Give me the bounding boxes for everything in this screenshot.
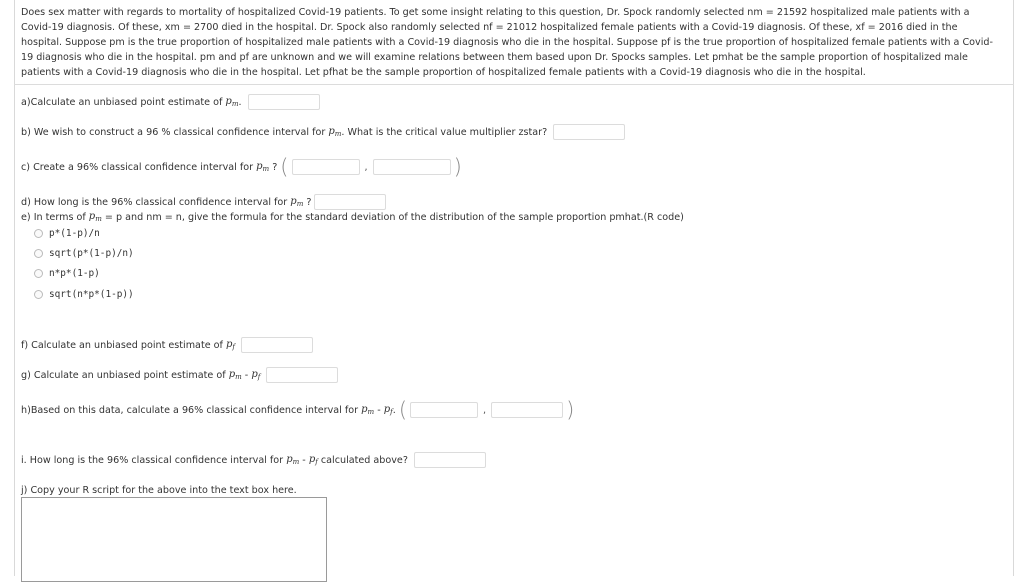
pm-symbol: $p_m$ [286,454,300,466]
radio-button[interactable] [34,269,43,278]
question-h [21,398,577,422]
question-f [21,336,313,354]
question-e-text-mid: = p and nm = n, give the formula for the standard deviation of the distribution of the sample proportion pmhat.(R code) [104,211,684,223]
radio-button[interactable] [34,229,43,238]
answer-i-input[interactable] [414,452,486,468]
problem-statement: Does sex matter with regards to mortality of hospitalized Covid-19 patients. To get some insight relating to this question, Dr. Spock randomly selected nm = 21592 hospitalized male patients with a Covid-19 diagnosis. Of these, xm = 2700 died in the hospital. Dr. Spock also randomly selected nf = 21012 hospitalized female patients with a Covid-19 diagnosis. Of these, xf = 2016 died in the hospital. Suppose pm is the true proportion of hospitalized male patients with a Covid-19 diagnosis who die in the hospital. Suppose pf is the true proportion of hospitalized female patients with a Covid-19 diagnosis who die in the hospital. pm and pf are unknown and we will examine relations between them based upon Dr. Spocks samples. Let pmhat be the sample proportion of hospitalized male patients with a Covid-19 diagnosis who die in the hospital. Let pfhat be the sample proportion of hospitalized female patients with a Covid-19 diagnosis who die in the hospital. [21,7,993,78]
option-label: n*p*(1-p) [49,267,100,279]
answer-b-zstar-input[interactable] [553,124,625,140]
question-g [21,366,338,384]
radio-button[interactable] [34,249,43,258]
pf-symbol: $p_f$ [383,404,393,416]
open-paren: ( [280,155,289,179]
option-4[interactable] [34,286,134,302]
question-e [21,208,684,226]
r-script-textarea[interactable] [21,497,327,582]
question-j-text: j) Copy your R script for the above into the text box here. [21,484,297,496]
minus-sign: - [244,369,249,381]
answer-a-input[interactable] [248,94,320,110]
pm-symbol: $p_m$ [328,126,342,138]
option-3[interactable] [34,265,100,281]
option-1[interactable] [34,225,100,241]
answer-h-lower-input[interactable] [410,402,478,418]
option-label: sqrt(n*p*(1-p)) [49,288,134,300]
question-a-suffix: . [238,96,242,108]
pf-symbol: $p_f$ [225,339,235,351]
divider [14,84,1014,85]
pm-symbol: $p_m$ [88,211,102,223]
question-c-text: c) Create a 96% classical confidence interval for [21,161,254,173]
answer-c-lower-input[interactable] [292,159,360,175]
pf-symbol: $p_f$ [308,454,318,466]
comma: , [364,161,368,173]
comma: , [483,404,487,416]
question-i-suffix: calculated above? [320,454,408,466]
pm-symbol: $p_m$ [228,369,242,381]
option-label: p*(1-p)/n [49,227,100,239]
minus-sign: - [377,404,381,416]
pm-symbol: $p_m$ [225,96,239,108]
question-a-text: a)Calculate an unbiased point estimate of [21,96,223,108]
question-d-suffix: ? [306,196,312,208]
question-c-suffix: ? [272,161,278,173]
pf-symbol: $p_f$ [251,369,261,381]
question-f-text: f) Calculate an unbiased point estimate of [21,339,223,351]
question-a [21,93,320,111]
close-paren: ) [453,155,462,179]
answer-c-upper-input[interactable] [373,159,451,175]
open-paren: ( [398,398,408,422]
answer-h-upper-input[interactable] [491,402,563,418]
question-i [21,451,486,469]
question-c [21,155,465,179]
option-2[interactable] [34,245,134,261]
question-h-text: h)Based on this data, calculate a 96% classical confidence interval for [21,404,359,416]
question-d-text: d) How long is the 96% classical confidence interval for [21,196,288,208]
pm-symbol: $p_m$ [256,161,270,173]
radio-button[interactable] [34,290,43,299]
pm-symbol: $p_m$ [290,196,304,208]
question-i-text: i. How long is the 96% classical confidence interval for [21,454,284,466]
question-e-text: e) In terms of [21,211,86,223]
pm-symbol: $p_m$ [361,404,375,416]
question-b-text-after: . What is the critical value multiplier zstar? [341,126,548,138]
question-g-text: g) Calculate an unbiased point estimate of [21,369,226,381]
question-b [21,123,625,141]
answer-f-input[interactable] [241,337,313,353]
question-b-text: b) We wish to construct a 96 % classical confidence interval for [21,126,326,138]
option-label: sqrt(p*(1-p)/n) [49,247,134,259]
question-h-suffix: . [392,404,396,416]
answer-g-input[interactable] [266,367,338,383]
minus-sign: - [302,454,306,466]
close-paren: ) [566,398,575,422]
